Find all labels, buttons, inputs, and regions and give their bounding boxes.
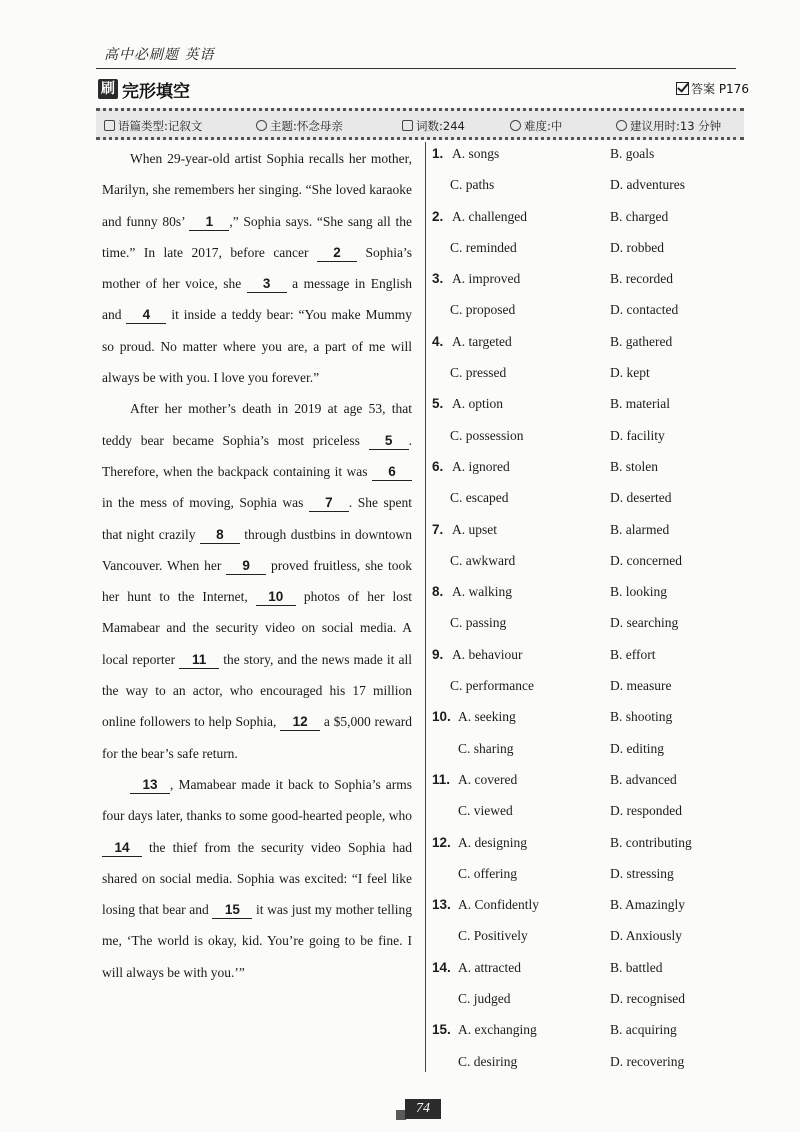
clock-icon (616, 120, 627, 131)
blank-8[interactable]: 8 (200, 527, 240, 544)
question-number: 3. (432, 271, 444, 287)
option-b[interactable]: B. shooting (610, 709, 673, 725)
passage-paragraph-3: 13 , Mamabear made it back to Sophia’s arms four days later, thanks to some good-hearted people, who 14 the thief from the security video Sophia had shared on social media. Sophia was excited: “I feel like losing that bear and 15 it was just my mother telling me, ‘The world is okay, kid. You’re going to be fine. I will always be with you.’” (102, 776, 412, 980)
option-a[interactable]: A. Confidently (458, 897, 539, 913)
option-d[interactable]: D. stressing (610, 865, 674, 881)
blank-7[interactable]: 7 (309, 495, 349, 512)
question-row (432, 237, 732, 268)
question-row (432, 425, 732, 456)
option-b[interactable]: B. charged (610, 208, 669, 224)
option-a[interactable]: A. targeted (452, 333, 512, 349)
option-d[interactable]: D. Anxiously (610, 928, 683, 944)
option-c[interactable]: C. judged (458, 991, 511, 1007)
option-b[interactable]: B. gathered (610, 333, 673, 349)
answer-reference (676, 80, 749, 97)
option-a[interactable]: A. behaviour (452, 646, 523, 662)
option-b[interactable]: B. goals (610, 146, 655, 161)
option-b[interactable]: B. effort (610, 646, 656, 662)
question-row (432, 675, 732, 706)
question-row (432, 769, 732, 800)
question-row (432, 738, 732, 769)
question-row (432, 519, 732, 550)
option-b[interactable]: B. looking (610, 584, 668, 600)
question-row (432, 581, 732, 612)
question-row (432, 143, 732, 174)
option-c[interactable]: C. possession (450, 427, 524, 443)
question-number: 13. (432, 897, 451, 913)
option-a[interactable]: A. upset (452, 521, 497, 537)
option-a[interactable]: A. designing (458, 834, 527, 850)
option-c[interactable]: C. passing (450, 615, 507, 631)
question-number: 1. (432, 146, 444, 161)
checkbox-icon (676, 82, 689, 95)
question-row (432, 487, 732, 518)
option-b[interactable]: B. advanced (610, 771, 677, 787)
option-a[interactable]: A. seeking (458, 709, 516, 725)
option-d[interactable]: D. responded (610, 803, 682, 819)
question-row (432, 832, 732, 863)
option-d[interactable]: D. editing (610, 740, 664, 756)
book-title: 高中必刷题 英语 (104, 47, 215, 63)
option-b[interactable]: B. battled (610, 959, 663, 975)
option-d[interactable]: D. searching (610, 615, 679, 631)
question-row (432, 957, 732, 988)
question-row (432, 988, 732, 1019)
question-number: 7. (432, 521, 444, 537)
info-time: 建议用时:13 分钟 (616, 118, 721, 134)
option-d[interactable]: D. adventures (610, 177, 685, 193)
question-number: 8. (432, 584, 444, 600)
option-c[interactable]: C. proposed (450, 302, 516, 318)
option-c[interactable]: C. paths (450, 177, 495, 193)
blank-13[interactable]: 13 (130, 777, 170, 794)
question-row (432, 863, 732, 894)
blank-6[interactable]: 6 (372, 464, 412, 481)
option-a[interactable]: A. option (452, 396, 504, 412)
blank-14[interactable]: 14 (102, 840, 142, 857)
blank-4[interactable]: 4 (126, 307, 166, 324)
option-a[interactable]: A. challenged (452, 208, 527, 224)
option-b[interactable]: B. acquiring (610, 1022, 677, 1038)
question-row (432, 894, 732, 925)
option-c[interactable]: C. offering (458, 865, 517, 881)
option-c[interactable]: C. desiring (458, 1053, 518, 1069)
answer-options (432, 143, 732, 1082)
option-b[interactable]: B. material (610, 396, 670, 412)
passage-paragraph-2: After her mother’s death in 2019 at age 53, that teddy bear became Sophia’s most priceless 5 . Therefore, when the backpack containing it was 6 in the mess of moving, Sophia was 7 . She spent that night crazily 8 through dustbins in downtown Vancouver. When her 9 proved fruitless, she took her hunt to the Internet, 10 photos of her lost Mamabear and the security video on social media. A local reporter 11 the story, and the news made it all the way to an actor, who encouraged his 17 million online followers to help Sophia, 12 a $5,000 reward for the bear’s safe return. (102, 401, 412, 761)
section-mark-badge: 刷 (98, 79, 118, 99)
column-divider (425, 142, 426, 1072)
option-c[interactable]: C. reminded (450, 239, 517, 255)
option-b[interactable]: B. alarmed (610, 521, 670, 537)
info-difficulty: 难度:中 (510, 118, 562, 134)
option-d[interactable]: D. robbed (610, 239, 664, 255)
question-number: 11. (432, 771, 451, 787)
question-row (432, 925, 732, 956)
option-a[interactable]: A. improved (452, 271, 521, 287)
option-d[interactable]: D. measure (610, 678, 672, 694)
question-row (432, 362, 732, 393)
question-row (432, 456, 732, 487)
option-c[interactable]: C. pressed (450, 365, 507, 381)
option-a[interactable]: A. walking (452, 584, 512, 600)
option-c[interactable]: C. Positively (458, 928, 528, 944)
info-genre: 语篇类型:记叙文 (104, 118, 202, 134)
blank-3[interactable]: 3 (247, 276, 287, 293)
option-b[interactable]: B. stolen (610, 458, 659, 474)
question-number: 9. (432, 646, 444, 662)
option-c[interactable]: C. awkward (450, 552, 516, 568)
option-a[interactable]: A. exchanging (458, 1022, 537, 1038)
question-row (432, 1019, 732, 1050)
blank-2[interactable]: 2 (317, 245, 357, 262)
option-b[interactable]: B. recorded (610, 271, 673, 287)
info-theme: 主题:怀念母亲 (256, 118, 343, 134)
option-d[interactable]: D. recovering (610, 1053, 685, 1069)
question-row (432, 644, 732, 675)
question-number: 12. (432, 834, 451, 850)
cloze-passage (102, 143, 412, 988)
option-a[interactable]: A. covered (458, 771, 518, 787)
passage-paragraph-1: When 29-year-old artist Sophia recalls her mother, Marilyn, she remembers her singing. “She loved karaoke and funny 80s’ 1 ,” Sophia says. “She sang all the time.” In late 2017, before cancer 2 Sophia’s mother of her voice, she 3 a message in English and 4 it inside a teddy bear: “You make Mummy so proud. No matter where you are, a part of me will always be with you. I love you forever.” (102, 151, 412, 386)
question-row (432, 268, 732, 299)
option-c[interactable]: C. viewed (458, 803, 513, 819)
blank-5[interactable]: 5 (369, 433, 409, 450)
question-number: 15. (432, 1022, 451, 1038)
question-number: 4. (432, 333, 444, 349)
question-number: 6. (432, 458, 444, 474)
blank-1[interactable]: 1 (189, 214, 229, 231)
document-icon (402, 120, 413, 131)
question-row (432, 206, 732, 237)
option-a[interactable]: A. ignored (452, 458, 510, 474)
question-number: 14. (432, 959, 451, 975)
option-d[interactable]: D. deserted (610, 490, 672, 506)
option-d[interactable]: D. facility (610, 427, 665, 443)
question-row (432, 393, 732, 424)
answer-reference-label: 答案 P176 (691, 82, 749, 96)
option-b[interactable]: B. Amazingly (610, 897, 685, 913)
question-row (432, 706, 732, 737)
option-d[interactable]: D. concerned (610, 552, 682, 568)
option-c[interactable]: C. sharing (458, 740, 514, 756)
page-number: 74 (405, 1099, 441, 1119)
option-d[interactable]: D. recognised (610, 991, 685, 1007)
blank-11[interactable]: 11 (179, 652, 219, 669)
question-row (432, 1051, 732, 1082)
blank-15[interactable]: 15 (212, 902, 252, 919)
gauge-icon (510, 120, 521, 131)
option-d[interactable]: D. contacted (610, 302, 679, 318)
option-c[interactable]: C. escaped (450, 490, 509, 506)
question-row (432, 550, 732, 581)
question-row (432, 612, 732, 643)
option-b[interactable]: B. contributing (610, 834, 692, 850)
question-number: 10. (432, 709, 451, 725)
book-icon (104, 120, 115, 131)
question-row (432, 800, 732, 831)
section-title: 完形填空 (122, 82, 190, 102)
question-number: 5. (432, 396, 444, 412)
question-number: 2. (432, 208, 444, 224)
blank-10[interactable]: 10 (256, 589, 296, 606)
question-row (432, 299, 732, 330)
header-divider (96, 68, 736, 69)
magnifier-icon (256, 120, 267, 131)
blank-9[interactable]: 9 (226, 558, 266, 575)
option-d[interactable]: D. kept (610, 365, 650, 381)
info-word-count: 词数:244 (402, 118, 465, 134)
info-bar (96, 108, 744, 140)
option-a[interactable]: A. songs (452, 146, 500, 161)
question-row (432, 331, 732, 362)
question-row (432, 174, 732, 205)
option-c[interactable]: C. performance (450, 678, 534, 694)
blank-12[interactable]: 12 (280, 714, 320, 731)
option-a[interactable]: A. attracted (458, 959, 521, 975)
